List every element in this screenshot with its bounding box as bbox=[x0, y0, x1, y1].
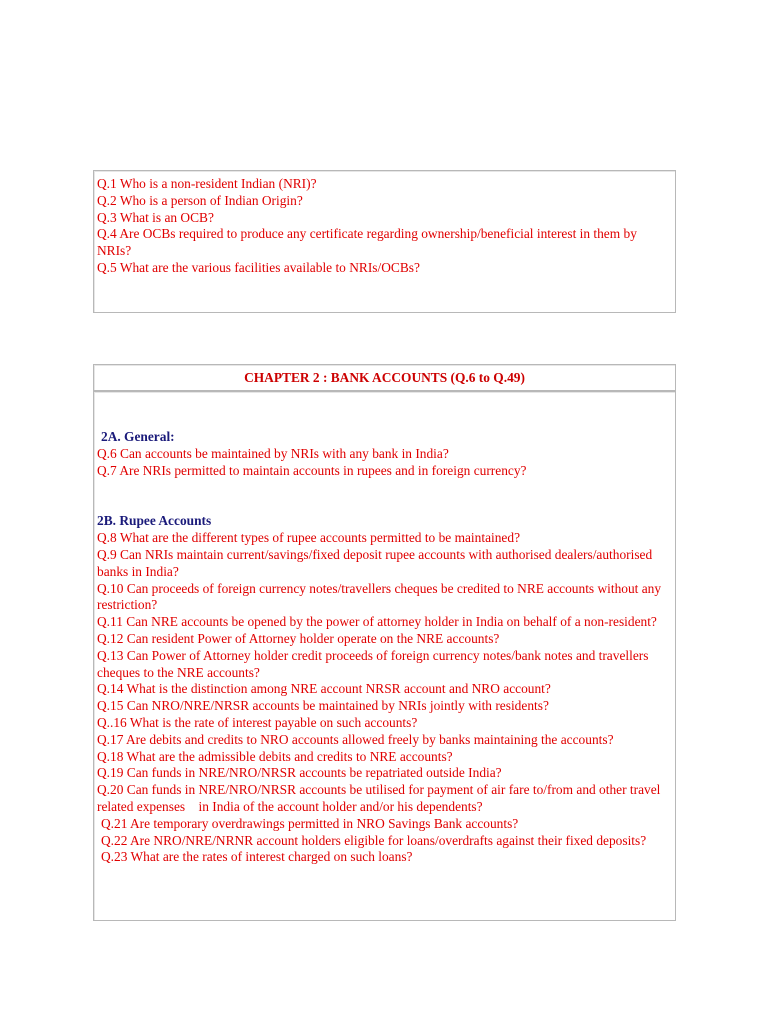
section-heading-rupee-accounts: 2B. Rupee Accounts bbox=[97, 513, 212, 529]
question-link-q9[interactable]: Q.9 Can NRIs maintain current/savings/fixed deposit rupee accounts with authorised dealers/authorised banks in India? bbox=[97, 546, 653, 579]
section-spacer bbox=[97, 479, 672, 513]
chapter2-question-box bbox=[93, 391, 676, 921]
chapter1-question-list bbox=[97, 176, 672, 277]
question-link-q2[interactable]: Q.2 Who is a person of Indian Origin? bbox=[97, 192, 303, 208]
question-link-q14[interactable]: Q.14 What is the distinction among NRE account NRSR account and NRO account? bbox=[97, 681, 551, 697]
question-link-q6[interactable]: Q.6 Can accounts be maintained by NRIs with any bank in India? bbox=[97, 445, 449, 461]
question-link-q16[interactable]: Q..16 What is the rate of interest payable on such accounts? bbox=[97, 714, 418, 730]
question-link-q23[interactable]: Q.23 What are the rates of interest charged on such loans? bbox=[101, 849, 413, 865]
question-link-q3[interactable]: Q.3 What is an OCB? bbox=[97, 209, 214, 225]
question-link-q1[interactable]: Q.1 Who is a non-resident Indian (NRI)? bbox=[97, 176, 317, 191]
question-link-q5[interactable]: Q.5 What are the various facilities available to NRIs/OCBs? bbox=[97, 259, 420, 275]
question-link-q11[interactable]: Q.11 Can NRE accounts be opened by the power of attorney holder in India on behalf of a non-resident? bbox=[97, 614, 657, 630]
question-link-q12[interactable]: Q.12 Can resident Power of Attorney holder operate on the NRE accounts? bbox=[97, 630, 500, 646]
question-link-q17[interactable]: Q.17 Are debits and credits to NRO accounts allowed freely by banks maintaining the accounts? bbox=[97, 731, 614, 747]
question-link-q13[interactable]: Q.13 Can Power of Attorney holder credit proceeds of foreign currency notes/bank notes and travellers cheques to the NRE accounts? bbox=[97, 647, 649, 680]
question-link-q4[interactable]: Q.4 Are OCBs required to produce any certificate regarding ownership/beneficial interest in them by NRIs? bbox=[97, 226, 637, 259]
question-link-q7[interactable]: Q.7 Are NRIs permitted to maintain accounts in rupees and in foreign currency? bbox=[97, 462, 527, 478]
question-link-q22[interactable]: Q.22 Are NRO/NRE/NRNR account holders eligible for loans/overdrafts against their fixed deposits? bbox=[101, 832, 647, 848]
chapter2-title-box bbox=[93, 364, 676, 391]
chapter2-title: CHAPTER 2 : BANK ACCOUNTS (Q.6 to Q.49) bbox=[244, 370, 525, 385]
section-heading-general: 2A. General: bbox=[101, 429, 175, 444]
chapter2-question-list bbox=[97, 429, 672, 866]
question-link-q21[interactable]: Q.21 Are temporary overdrawings permitted in NRO Savings Bank accounts? bbox=[101, 815, 519, 831]
question-link-q8[interactable]: Q.8 What are the different types of rupee accounts permitted to be maintained? bbox=[97, 530, 521, 546]
chapter1-question-box bbox=[93, 170, 676, 313]
question-link-q15[interactable]: Q.15 Can NRO/NRE/NRSR accounts be maintained by NRIs jointly with residents? bbox=[97, 698, 549, 714]
question-link-q18[interactable]: Q.18 What are the admissible debits and credits to NRE accounts? bbox=[97, 748, 453, 764]
question-link-q10[interactable]: Q.10 Can proceeds of foreign currency notes/travellers cheques be credited to NRE accounts without any restriction? bbox=[97, 580, 662, 613]
question-link-q20[interactable]: Q.20 Can funds in NRE/NRO/NRSR accounts be utilised for payment of air fare to/from and other travel related expenses in India of the account holder and/or his dependents? bbox=[97, 782, 664, 814]
question-link-q19[interactable]: Q.19 Can funds in NRE/NRO/NRSR accounts be repatriated outside India? bbox=[97, 765, 502, 781]
